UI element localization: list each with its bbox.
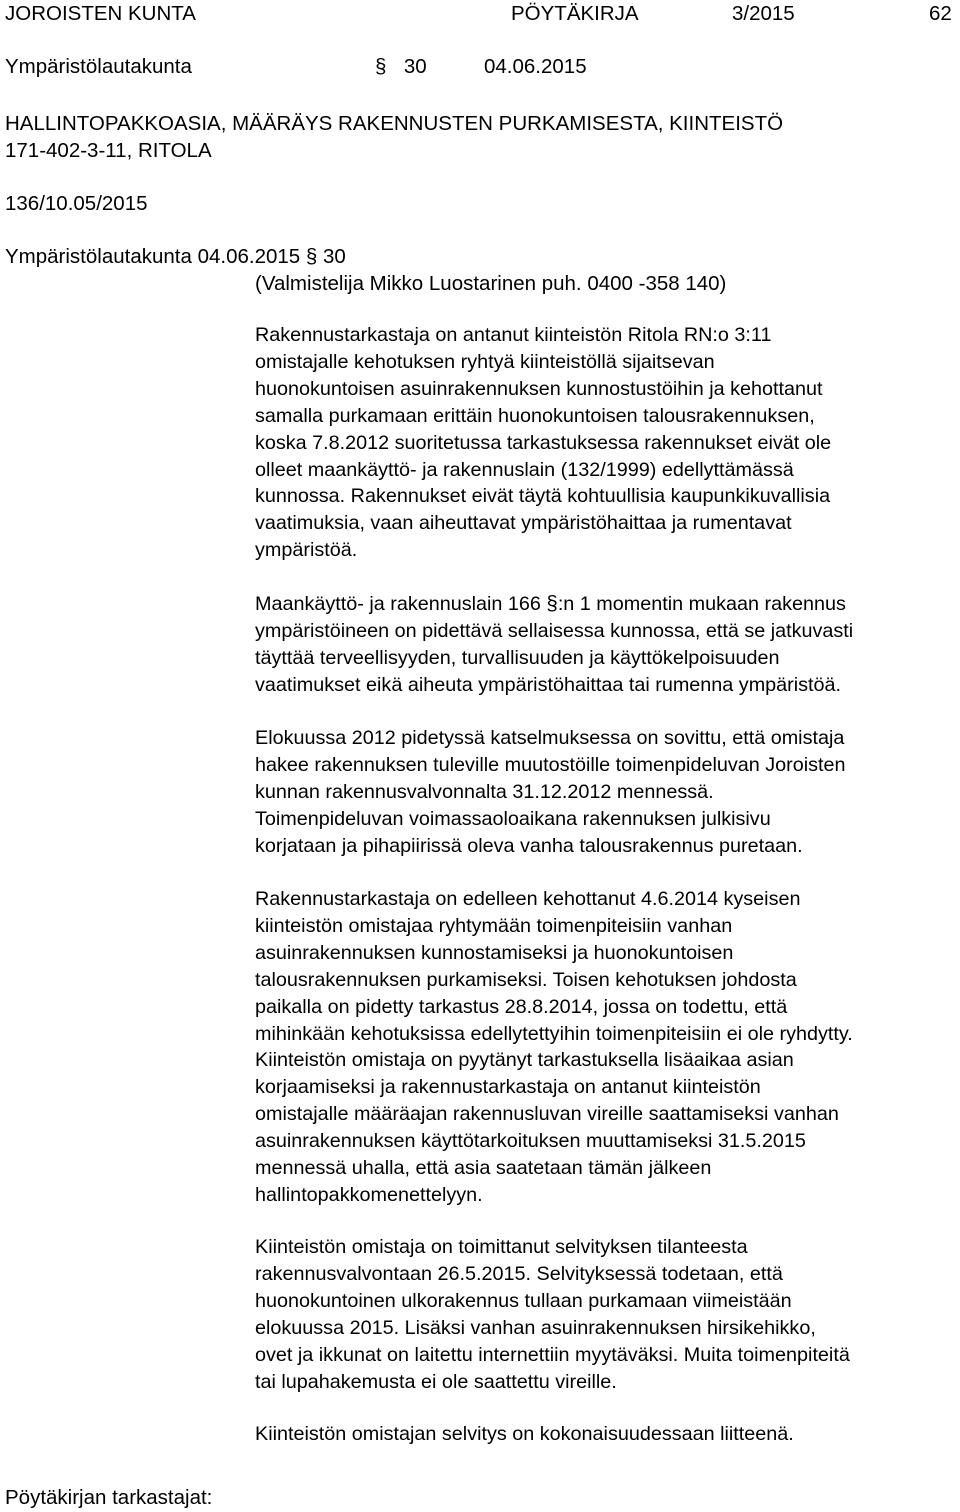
paragraph-1 [255,322,959,564]
meeting-section-number: 30 [323,245,346,268]
meeting-line [5,247,346,268]
paragraph-line: omistajalle kehotuksen ryhtyä kiinteistöllä sijaitsevan [255,350,715,373]
municipality-name: JOROISTEN KUNTA [5,2,196,25]
paragraph-2 [255,591,959,699]
section-symbol-icon: § [305,245,318,268]
paragraph-line: korjaamiseksi ja rakennustarkastaja on antanut kiinteistön [255,1076,761,1099]
paragraph-line: kunnossa. Rakennukset eivät täytä kohtuullisia kaupunkikuvallisia [255,485,831,508]
paragraph-line: hallintopakkomenettelyyn. [255,1183,483,1206]
paragraph-line: talousrakennuksen purkamiseksi. Toisen kehotuksen johdosta [255,968,797,991]
issue-number: 3/2015 [732,2,795,25]
paragraph-line: hakee rakennuksen tuleville muutostöille toimenpideluvan Joroisten [255,753,846,776]
page-number: 62 [929,2,952,25]
paragraph-line: ovet ja ikkunat on laitettu internettiin myytäväksi. Muita toimenpiteitä [255,1343,850,1366]
paragraph-line: vaatimuksia, vaan aiheuttavat ympäristöhaittaa ja rumentavat [255,512,792,535]
paragraph-line: koska 7.8.2012 suoritetussa tarkastuksessa rakennukset eivät ole [255,431,832,454]
paragraph-line: asuinrakennuksen kunnostamiseksi ja huonokuntoisen [255,941,734,964]
paragraph-line: samalla purkamaan erittäin huonokuntoisen talousrakennuksen, [255,404,815,427]
meeting-label: Ympäristölautakunta 04.06.2015 [5,245,301,268]
committee-name: Ympäristölautakunta [5,55,192,78]
paragraph-line: mennessä uhalla, että asia saatetaan tämän jälkeen [255,1157,712,1180]
section-number [375,57,427,78]
document-type: PÖYTÄKIRJA [511,2,639,25]
paragraph-line: täyttää terveellisyyden, turvallisuuden ja käyttökelpoisuuden [255,646,780,669]
paragraph-3 [255,725,959,860]
paragraph-line: paikalla on pidetty tarkastus 28.8.2014, jossa on todettu, että [255,995,788,1018]
paragraph-line: kunnan rakennusvalvonnalta 31.12.2012 mennessä. [255,780,714,803]
paragraph-line: Kiinteistön omistaja on pyytänyt tarkastuksella lisäaikaa asian [255,1049,794,1072]
paragraph-line: Kiinteistön omistajan selvitys on kokonaisuudessaan liitteenä. [255,1423,794,1445]
paragraph-line: asuinrakennuksen käyttötarkoituksen muuttamiseksi 31.5.2015 [255,1130,806,1153]
paragraph-line: tai lupahakemusta ei ole saattettu vireille. [255,1370,617,1393]
paragraph-line: Rakennustarkastaja on edelleen kehottanut 4.6.2014 kyseisen [255,888,801,910]
paragraph-line: rakennusvalvontaan 26.5.2015. Selvityksessä todetaan, että [255,1262,783,1285]
paragraph-line: olleet maankäyttö- ja rakennuslain (132/1999) edellyttämässä [255,458,794,481]
paragraph-line-end: :n 1 momentin mukaan rakennus [557,593,846,615]
paragraph-line: Elokuussa 2012 pidetyssä katselmuksessa on sovittu, että omistaja [255,727,845,749]
paragraph-line: ympäristöineen on pidettävä sellaisessa kunnossa, että se jatkuvasti [255,619,854,642]
paragraph-line-start: Maankäyttö- ja rakennuslain 166 [255,593,547,615]
paragraph-line: omistajalle määräajan rakennusluvan vireille saattamiseksi vanhan [255,1103,839,1126]
paragraph-6 [255,1421,959,1448]
reviewers-label: Pöytäkirjan tarkastajat: [5,1486,213,1509]
paragraph-line: Rakennustarkastaja on antanut kiinteistön Ritola RN:o 3:11 [255,324,772,346]
preparer-line: (Valmistelija Mikko Luostarinen puh. 0400 -358 140) [255,272,727,295]
meeting-date: 04.06.2015 [484,55,587,78]
section-number-value: 30 [403,55,427,78]
section-symbol-icon: § [546,592,558,615]
item-title-line2: 171-402-3-11, RITOLA [5,139,212,162]
paragraph-line: huonokuntoinen ulkorakennus tullaan purkamaan viimeistään [255,1289,792,1312]
paragraph-line: huonokuntoisen asuinrakennuksen kunnostustöihin ja kehottanut [255,377,823,400]
paragraph-line: korjataan ja pihapiirissä oleva vanha talousrakennus puretaan. [255,834,803,857]
paragraph-line: elokuussa 2015. Lisäksi vanhan asuinrakennuksen hirsikehikko, [255,1316,816,1339]
paragraph-line: Toimenpideluvan voimassaoloaikana rakennuksen julkisivu [255,807,771,830]
paragraph-line: Kiinteistön omistaja on toimittanut selvityksen tilanteesta [255,1236,748,1258]
paragraph-line [255,591,959,618]
paragraph-line: vaatimukset eikä aiheuta ympäristöhaittaa tai rumenna ympäristöä. [255,673,842,696]
paragraph-line: ympäristöä. [255,539,358,562]
paragraph-4 [255,886,959,1209]
paragraph-5 [255,1234,959,1395]
section-symbol-icon: § [375,55,387,78]
item-title-line1: HALLINTOPAKKOASIA, MÄÄRÄYS RAKENNUSTEN PURKAMISESTA, KIINTEISTÖ [5,112,784,135]
reference-number: 136/10.05/2015 [5,192,148,215]
paragraph-line: mihinkään kehotuksissa edellytettyihin toimenpiteisiin ei ole ryhdytty. [255,1022,853,1045]
paragraph-line: kiinteistön omistajaa ryhtymään toimenpiteisiin vanhan [255,914,733,937]
